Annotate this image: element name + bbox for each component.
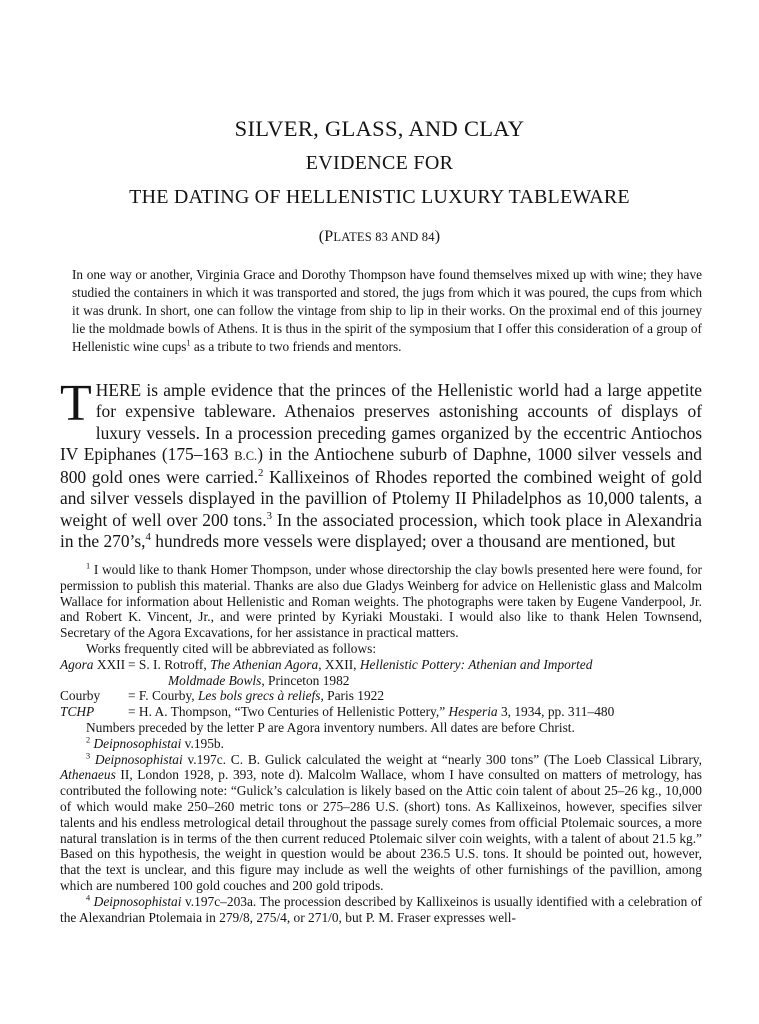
abbr-text: = S. I. Rotroff,: [128, 656, 211, 672]
abbr-text: = F. Courby,: [128, 688, 198, 704]
abbreviation-row: [60, 688, 702, 704]
abbr-text: = H. A. Thompson, “Two Centuries of Hellenistic Pottery,”: [128, 704, 449, 720]
abbr-key-italic: Agora: [60, 656, 94, 672]
plates-text: LATES 83 AND 84: [333, 230, 435, 244]
body-paragraph: [60, 375, 703, 552]
body-text-5: hundreds more vessels were displayed; over a thousand are mentioned, but: [150, 531, 676, 552]
footnote-italic: Deipnosophistai: [94, 751, 183, 767]
abbreviation-key: [60, 657, 128, 689]
article-subtitle-1: EVIDENCE FOR: [305, 152, 454, 174]
abbr-italic: Les bols grecs à reliefs: [197, 688, 321, 704]
footnote-ref-2[interactable]: 2: [258, 467, 264, 480]
drop-cap: T: [60, 375, 92, 432]
footnote-1: [60, 562, 702, 641]
abbr-key-italic: TCHP: [60, 704, 95, 720]
abbreviation-row: [60, 657, 702, 689]
footnote-number: 4: [86, 893, 91, 903]
footnote-ref-3[interactable]: 3: [266, 509, 272, 522]
footnote-text: v.197c–203a. The procession described by Kallixeinos is usually identified with a celebration of the Alexandrian Ptolemaia in 279/8, 275/4, or 271/0, but P. M. Fraser expresses well-: [60, 893, 702, 925]
footnote-text: I would like to thank Homer Thompson, under whose directorship the clay bowls presented here were found, for permission to publish this material. Thanks are also due Gladys Weinberg for advice on Hellenistic glass and Malcolm Wallace for information about Hellenistic and Roman weights. The photographs were taken by Eugene Vanderpool, Jr. and Robert K. Vincent, Jr., and were printed by Kyriaki Moustaki. I would also like to thank Helen Townsend, Secretary of the Agora Excavations, for her assistance in practical matters.: [60, 562, 702, 641]
footnote-number: 1: [86, 561, 91, 571]
dedication-text: In one way or another, Virginia Grace and Dorothy Thompson have found themselves mixed up with wine; they have studied the containers in which it was transported and stored, the jugs from which it was poured, the cups from which it was drunk. In short, one can follow the vintage from ship to lip in their works. On the proximal end of this journey lie the moldmade bowls of Athens. It is thus in the spirit of the symposium that I offer this consideration of a group of Hellenistic wine cups: [72, 267, 702, 354]
footnote-3: [60, 752, 702, 894]
numbers-note: Numbers preceded by the letter P are Agora inventory numbers. All dates are before Christ.: [86, 719, 575, 735]
abbr-italic: Hesperia: [448, 704, 498, 720]
abbr-continuation: [128, 673, 702, 689]
abbr-italic: The Athenian Agora: [210, 656, 319, 672]
body-text-3: Kallixeinos of Rhodes reported the combined weight of gold and silver vessels displayed in the pavillion of Ptolemy II Philadelphos as 10,000 talents, a weight of well over 200 tons.: [60, 467, 702, 530]
article-subtitle-2: THE DATING OF HELLENISTIC LUXURY TABLEWARE: [129, 186, 630, 208]
body-text-2: ) in the Antiochene suburb of Daphne, 1000 silver vessels and 800 gold ones were carried.: [60, 443, 703, 488]
abbreviation-value: [128, 688, 702, 704]
footnote-number: 2: [86, 735, 91, 745]
abbreviation-key: [60, 704, 128, 720]
abbr-italic: Moldmade Bowls: [168, 672, 262, 688]
footnote-text: II, London 1928, p. 393, note d). Malcolm Wallace, whom I have consulted on matters of metrology, has contributed the following note: “Gulick’s calculation is likely based on the Attic coin talent of about 25–26 kg., 10,000 of which would make 250–260 metric tons or 275–286 U.S. (short) tons. As Kallixeinos, however, specifies silver talents and his endless metrological detail throughout the passage surely comes from official Ptolemaic sources, a more natural translation is in terms of the then current reduced Ptolemaic silver coin weights, with a talent of about 21.5 kg.” Based on this hypothesis, the weight in question would be about 236.5 U.S. tons. It should be pointed out, however, that the text is unclear, and this figure may include as well the weights of other furnishings of the pavillion, among which are numbered 100 gold couches and 200 gold tripods.: [60, 767, 702, 893]
footnote-number: 3: [86, 751, 91, 761]
footnote-italic: Deipnosophistai: [93, 735, 182, 751]
era-abbreviation: B.C.: [234, 448, 258, 463]
abbr-text: , XXII,: [318, 656, 360, 672]
abbr-key-roman: XXII: [93, 656, 126, 672]
footnote-2: [60, 736, 702, 752]
body-text-1: HERE is ample evidence that the princes of the Hellenistic world had a large appetite for expensive tableware. Athenaios preserves astonishing accounts of displays of luxury vessels. In a procession preceding games organized by the eccentric Antiochos IV Epiphanes (175–163: [60, 380, 702, 464]
footnotes: [60, 562, 702, 925]
abbreviation-row: [60, 704, 702, 720]
footnote-italic: Athenaeus: [60, 767, 116, 783]
dedication-paragraph: [72, 266, 702, 356]
abbr-text: , Princeton 1982: [261, 672, 350, 688]
works-cited-intro: Works frequently cited will be abbreviated as follows:: [86, 640, 377, 656]
footnote-italic: Deipnosophistai: [93, 893, 182, 909]
abbreviation-value: [128, 704, 702, 720]
footnote-text: v.195b.: [181, 735, 224, 751]
dedication-text-end: as a tribute to two friends and mentors.: [190, 339, 402, 354]
abbr-text: 3, 1934, pp. 311–480: [497, 704, 615, 720]
abbreviation-value: [128, 657, 702, 689]
footnote-ref-4[interactable]: 4: [145, 531, 151, 544]
footnote-ref-1[interactable]: 1: [186, 338, 191, 348]
footnote-text: v.197c. C. B. Gulick calculated the weight at “nearly 300 tons” (The Loeb Classical Library,: [182, 751, 702, 767]
article-title: SILVER, GLASS, AND CLAY: [234, 116, 525, 141]
abbr-text: , Paris 1922: [320, 688, 385, 704]
plates-open: (P: [318, 228, 334, 245]
plates-reference: [0, 228, 759, 246]
plates-close: ): [434, 228, 441, 245]
footnote-4: [60, 894, 702, 926]
abbr-italic: Hellenistic Pottery: Athenian and Imported: [359, 656, 593, 672]
abbreviation-key: Courby: [60, 688, 101, 704]
body-text-4: In the associated procession, which took place in Alexandria in the 270’s,: [60, 509, 702, 552]
